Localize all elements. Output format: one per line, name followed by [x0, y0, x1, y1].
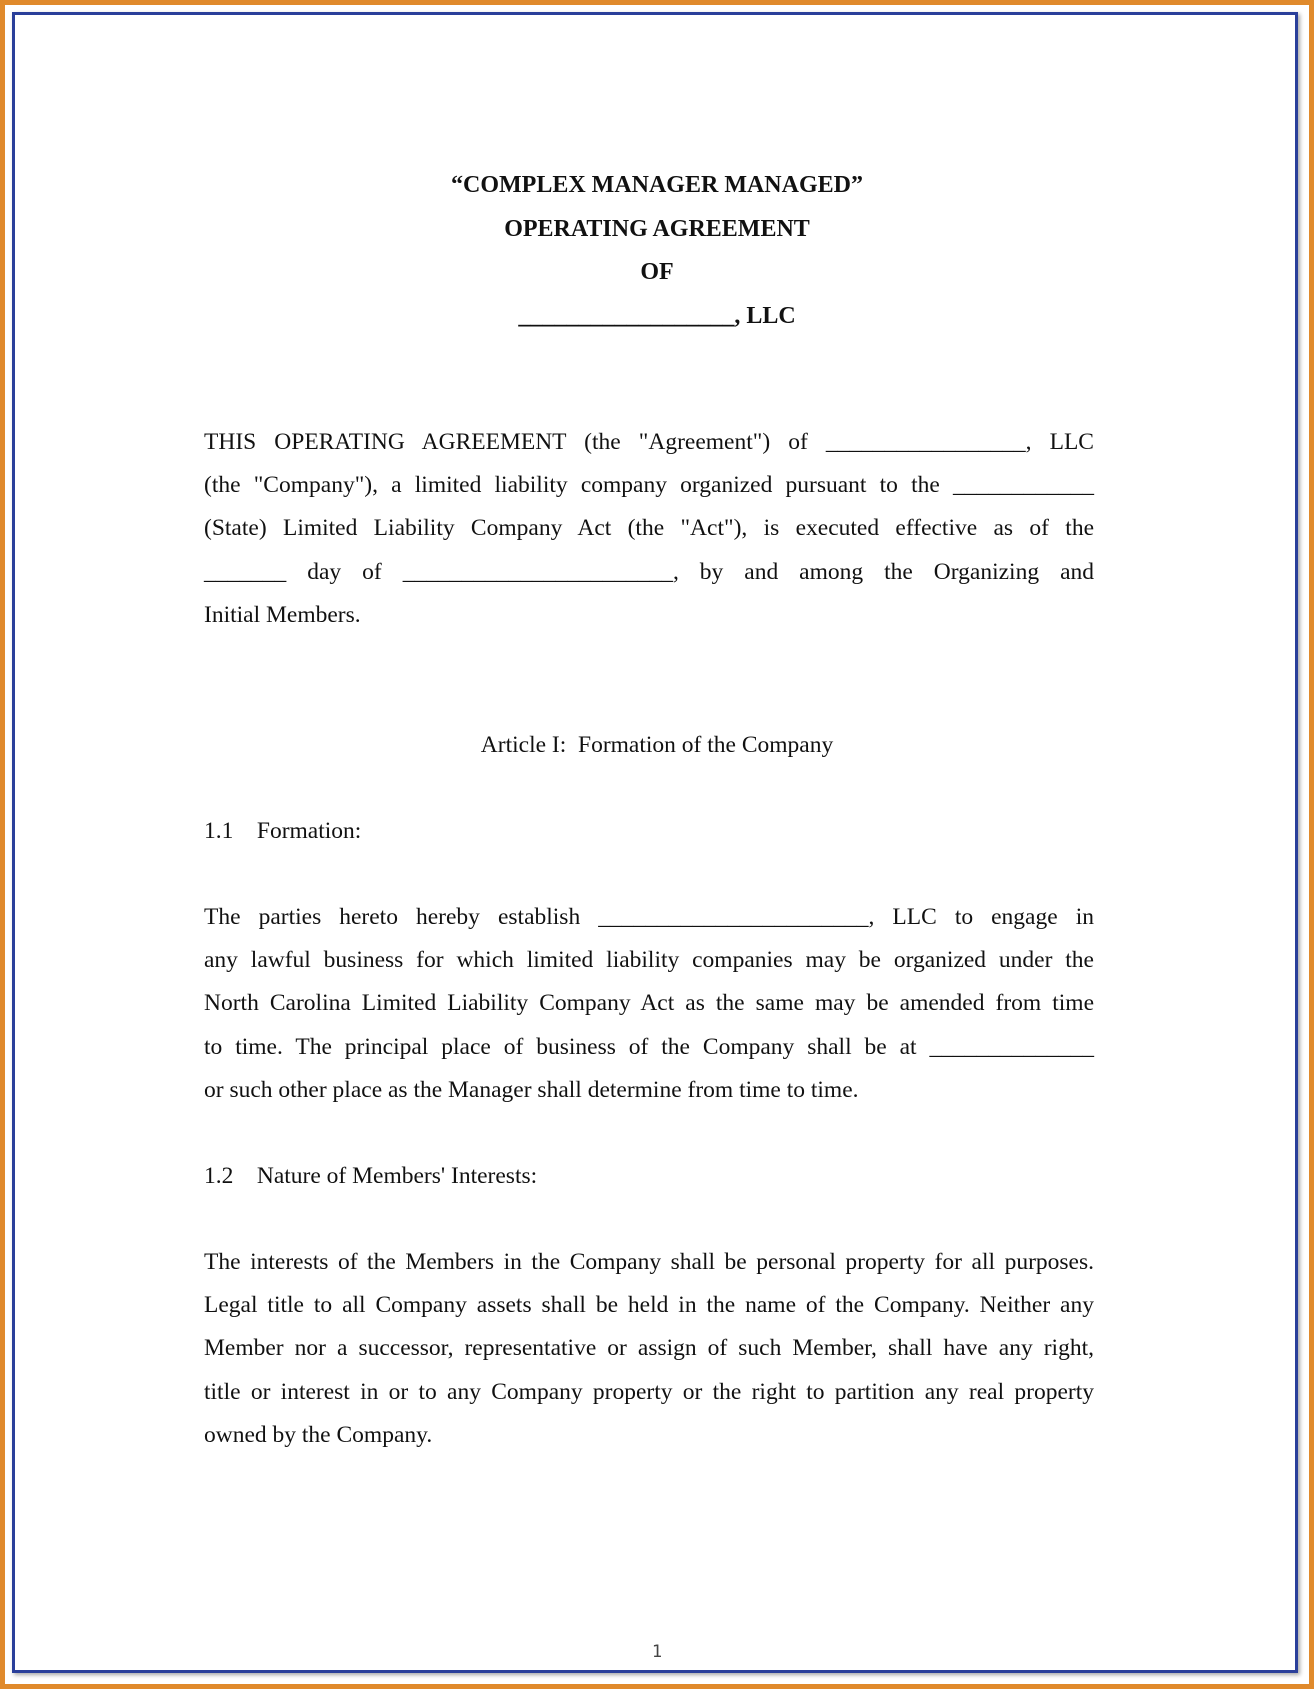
section-paragraph	[204, 1241, 1094, 1457]
intro-paragraph	[204, 421, 1094, 637]
title-line: OPERATING AGREEMENT	[504, 215, 810, 242]
paragraph-line: THIS OPERATING AGREEMENT (the "Agreement") of _________________, LLC	[204, 429, 1094, 455]
section-heading: 1.2 Nature of Members' Interests:	[204, 1163, 538, 1189]
paragraph-line: (the "Company"), a limited liability company organized pursuant to the ____________	[204, 472, 1094, 499]
document-title	[0, 164, 1314, 338]
title-line: “COMPLEX MANAGER MANAGED”	[451, 172, 863, 198]
paragraph-line: any lawful business for which limited liability companies may be organized under the	[204, 947, 1094, 974]
paragraph-line: (State) Limited Liability Company Act (the "Act"), is executed effective as of the	[204, 515, 1094, 542]
section-paragraph	[204, 896, 1094, 1112]
paragraph-line: Legal title to all Company assets shall be held in the name of the Company. Neither any	[204, 1292, 1094, 1319]
paragraph-line: Initial Members.	[204, 601, 361, 628]
paragraph-line: _______ day of _______________________, by and among the Organizing and	[204, 558, 1094, 585]
title-line: OF	[640, 259, 674, 285]
paragraph-line: Member nor a successor, representative or assign of such Member, shall have any right,	[204, 1335, 1094, 1362]
paragraph-line: to time. The principal place of business of the Company shall be at ______________	[204, 1033, 1094, 1060]
article-heading: Article I: Formation of the Company	[480, 732, 834, 758]
title-line: __________________, LLC	[518, 302, 796, 329]
page-number: 1	[651, 1642, 663, 1662]
paragraph-line: The interests of the Members in the Company shall be personal property for all purposes.	[204, 1249, 1094, 1275]
paragraph-line: The parties hereto hereby establish _______________________, LLC to engage in	[204, 904, 1094, 930]
paragraph-line: title or interest in or to any Company property or the right to partition any real property	[204, 1378, 1094, 1405]
paragraph-line: or such other place as the Manager shall determine from time to time.	[204, 1076, 859, 1103]
section-heading: 1.1 Formation:	[204, 818, 362, 844]
paragraph-line: North Carolina Limited Liability Company Act as the same may be amended from time	[204, 990, 1094, 1017]
paragraph-line: owned by the Company.	[204, 1421, 433, 1448]
